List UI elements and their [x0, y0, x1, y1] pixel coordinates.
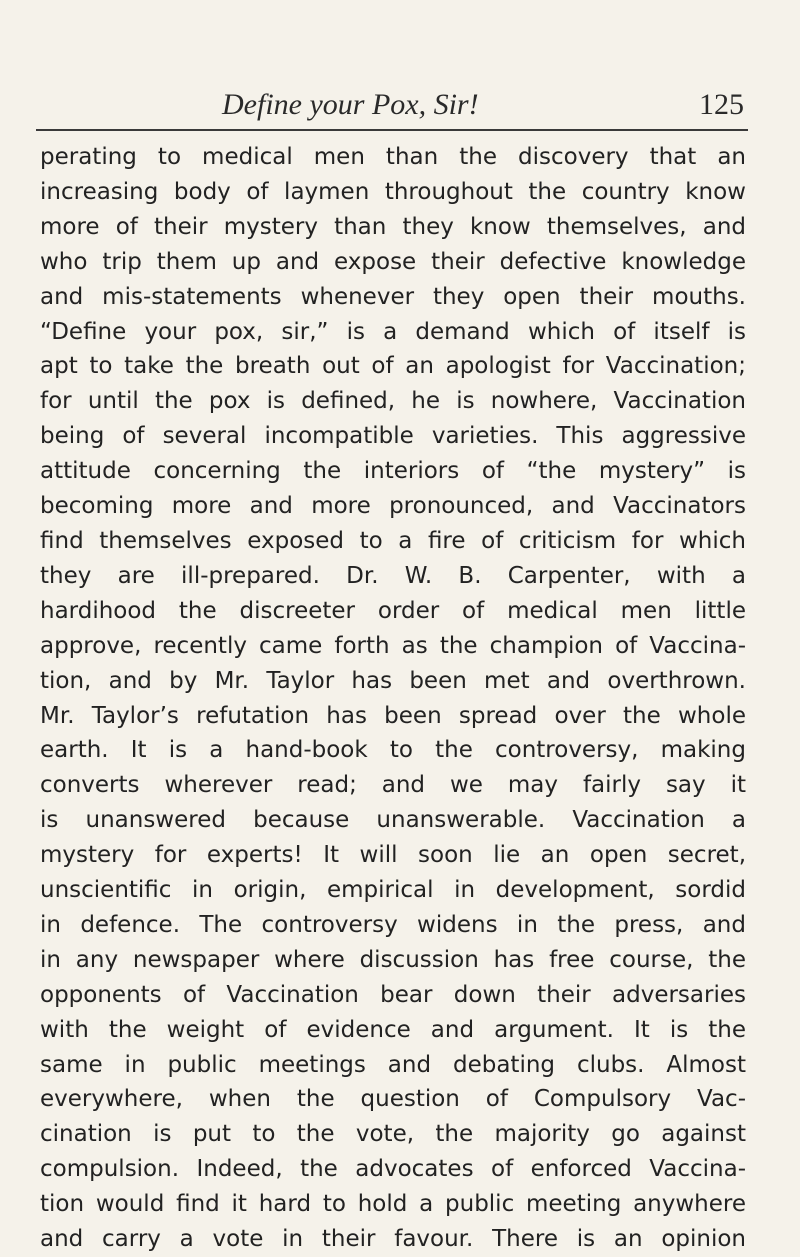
- text-line: unscientific in origin, empirical in development, sordid: [40, 877, 746, 904]
- text-line: with the weight of evidence and argument. It is the: [40, 1016, 746, 1043]
- text-line: being of several incompatible varieties. This aggressive: [40, 423, 746, 450]
- text-line: converts wherever read; and we may fairly say it: [40, 772, 746, 799]
- text-line: mystery for experts! It will soon lie an open secret,: [40, 842, 746, 869]
- text-line: tion, and by Mr. Taylor has been met and overthrown.: [40, 667, 746, 694]
- text-line: cination is put to the vote, the majority go against: [40, 1121, 746, 1148]
- text-line: same in public meetings and debating clubs. Almost: [40, 1051, 746, 1078]
- text-line: and mis-statements whenever they open their mouths.: [40, 283, 746, 310]
- text-line: find themselves exposed to a fire of criticism for which: [40, 527, 746, 554]
- book-page: [40, 88, 746, 1257]
- text-line: compulsion. Indeed, the advocates of enforced Vaccina-: [40, 1156, 746, 1183]
- text-line: becoming more and more pronounced, and Vaccinators: [40, 493, 746, 520]
- text-line: more of their mystery than they know themselves, and: [40, 213, 746, 240]
- text-line: increasing body of laymen throughout the country know: [40, 178, 746, 205]
- header-rule: [36, 129, 748, 131]
- text-line: Mr. Taylor’s refutation has been spread over the whole: [40, 702, 746, 729]
- text-line: who trip them up and expose their defective knowledge: [40, 248, 746, 275]
- text-line: attitude concerning the interiors of “the mystery” is: [40, 458, 746, 485]
- text-line: in any newspaper where discussion has free course, the: [40, 946, 746, 973]
- text-line: hardihood the discreeter order of medical men little: [40, 597, 746, 624]
- page-number: 125: [699, 88, 744, 121]
- running-title: Define your Pox, Sir!: [222, 88, 479, 121]
- text-line: for until the pox is defined, he is nowhere, Vaccination: [40, 388, 746, 415]
- body-text: [40, 140, 746, 1257]
- text-line: tion would find it hard to hold a public meeting anywhere: [40, 1191, 746, 1218]
- running-head: [40, 88, 746, 128]
- text-line: apt to take the breath out of an apologist for Vaccination;: [40, 353, 746, 380]
- text-line: everywhere, when the question of Compulsory Vac-: [40, 1086, 746, 1113]
- text-line: “Define your pox, sir,” is a demand which of itself is: [40, 318, 746, 345]
- text-line: earth. It is a hand-book to the controversy, making: [40, 737, 746, 764]
- text-line: perating to medical men than the discovery that an: [40, 144, 746, 170]
- text-line: opponents of Vaccination bear down their adversaries: [40, 981, 746, 1008]
- text-line: in defence. The controversy widens in the press, and: [40, 911, 746, 938]
- text-line: they are ill-prepared. Dr. W. B. Carpenter, with a: [40, 562, 746, 589]
- text-line: is unanswered because unanswerable. Vaccination a: [40, 807, 746, 834]
- text-line: and carry a vote in their favour. There is an opinion: [40, 1226, 746, 1253]
- text-line: approve, recently came forth as the champion of Vaccina-: [40, 632, 746, 659]
